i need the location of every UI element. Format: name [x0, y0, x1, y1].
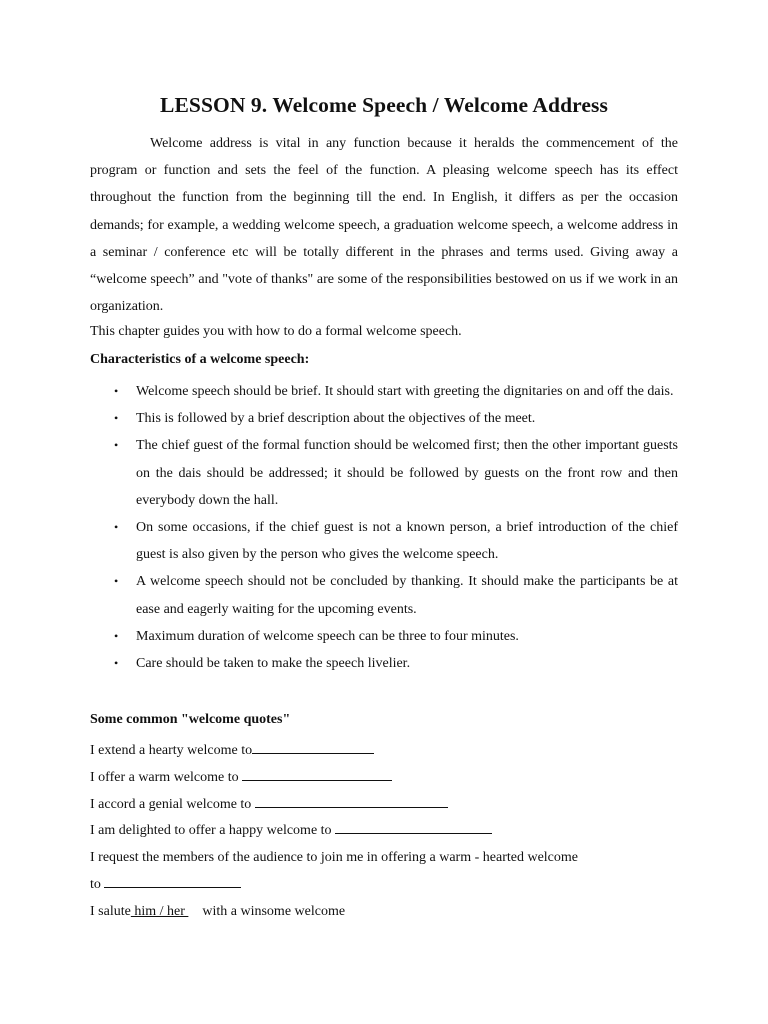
quote-line: [90, 765, 690, 792]
quote-line: [90, 872, 690, 899]
quote-line: [90, 738, 690, 765]
list-item: [90, 568, 678, 622]
bullet-icon: •: [114, 656, 119, 671]
quote-text: I salute: [90, 903, 131, 919]
page-title: LESSON 9. Welcome Speech / Welcome Address: [160, 93, 608, 117]
fill-in-blank: [255, 792, 448, 808]
bullet-icon: •: [114, 384, 119, 398]
quote-text: I offer a warm welcome to: [90, 769, 243, 785]
quote-text: I accord a genial welcome to: [90, 796, 255, 812]
fill-in-blank: [335, 818, 492, 834]
bullet-icon: •: [114, 438, 119, 453]
list-item-text: Care should be taken to make the speech livelier.: [136, 656, 411, 672]
bullet-icon: •: [114, 574, 119, 589]
characteristics-heading: Characteristics of a welcome speech:: [90, 352, 310, 367]
fill-in-blank: [242, 765, 392, 781]
quotes-list: [90, 738, 690, 926]
list-item-text: Maximum duration of welcome speech can be three to four minutes.: [136, 628, 519, 644]
list-item: [90, 405, 678, 432]
quote-line: [90, 792, 690, 819]
intro-paragraph-text: Welcome address is vital in any function because it heralds the commencement of the program or function and sets the feel of the function. A pleasing welcome speech has its effect throughout the function from the beginning till the end. In English, it differs as per the occasion demands; for example, a wedding welcome speech, a graduation welcome speech, a welcome address in a seminar / conference etc will be totally different in the phrases and terms used. Giving away a “welcome speech” and "vote of thanks" are some of the responsibilities bestowed on us if we work in an organization.: [90, 136, 678, 315]
list-item-text: This is followed by a brief description about the objectives of the meet.: [136, 411, 536, 427]
characteristics-list: [90, 378, 678, 677]
list-item-text: A welcome speech should not be concluded by thanking. It should make the participants be at ease and eagerly waiting for the upcoming events.: [136, 574, 678, 617]
quote-text: I extend a hearty welcome to: [90, 743, 253, 758]
list-item-text: Welcome speech should be brief. It should start with greeting the dignitaries on and off the dais.: [136, 384, 674, 399]
quote-line: [90, 818, 690, 845]
underlined-text: him / her: [130, 903, 189, 919]
list-item: [90, 650, 678, 677]
fill-in-blank: [104, 872, 241, 888]
bullet-icon: •: [114, 411, 119, 426]
quotes-heading: Some common "welcome quotes": [90, 712, 291, 727]
list-item-text: The chief guest of the formal function should be welcomed first; then the other important guests on the dais should be addressed; it should be followed by guests on the front row and then everybody down the hall.: [136, 438, 678, 508]
quote-text: with a winsome welcome: [188, 903, 346, 919]
bullet-icon: •: [114, 628, 119, 643]
list-item-text: On some occasions, if the chief guest is not a known person, a brief introduction of the chief guest is also given by the person who gives the welcome speech.: [136, 520, 678, 563]
bullet-icon: •: [114, 520, 119, 535]
fill-in-blank: [252, 738, 374, 754]
quote-line: [90, 845, 690, 872]
list-item: [90, 432, 678, 514]
quote-text: I request the members of the audience to join me in offering a warm - hearted welcome: [90, 850, 578, 866]
quote-text: I am delighted to offer a happy welcome to: [90, 823, 336, 839]
list-item: [90, 623, 678, 650]
intro-paragraph: [90, 130, 678, 320]
quote-line: [90, 899, 690, 926]
list-item: [90, 378, 678, 405]
quote-text: to: [90, 876, 105, 892]
list-item: [90, 514, 678, 568]
guide-line: This chapter guides you with how to do a formal welcome speech.: [90, 324, 462, 339]
